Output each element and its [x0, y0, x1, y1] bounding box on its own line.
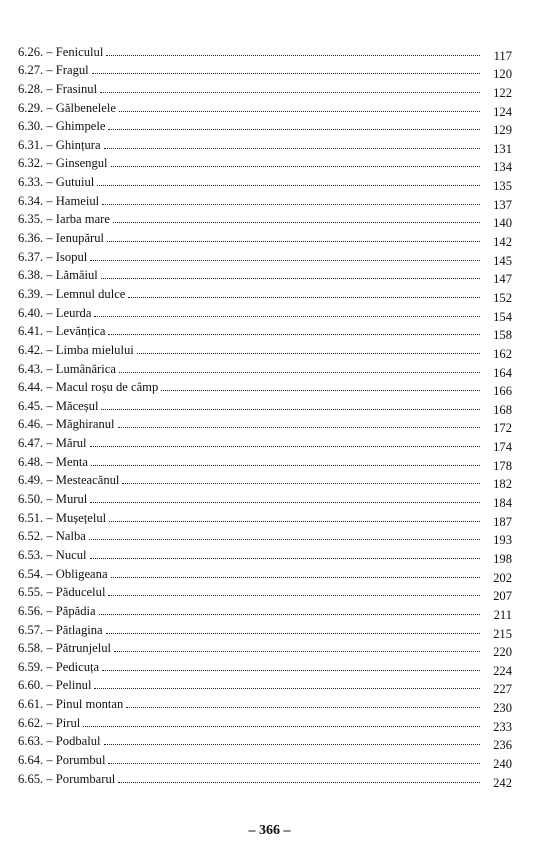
dot-leader: [122, 483, 480, 484]
entry-number: 6.44.: [18, 380, 44, 395]
entry-number: 6.49.: [18, 473, 44, 488]
toc-entry: [18, 599, 512, 622]
dot-leader: [161, 390, 480, 391]
dot-leader: [108, 334, 480, 335]
entry-number: 6.33.: [18, 175, 44, 190]
entry-dash: –: [43, 324, 56, 339]
entry-number: 6.51.: [18, 510, 44, 525]
entry-title: Isopul: [55, 249, 88, 264]
dot-leader: [102, 204, 480, 205]
entry-dash: –: [43, 193, 56, 208]
toc-entry: [18, 115, 512, 138]
entry-dash: –: [43, 44, 56, 59]
dot-leader: [113, 222, 480, 223]
dot-leader: [137, 353, 480, 354]
entry-number: 6.30.: [18, 119, 44, 134]
entry-page-number: 120: [493, 67, 512, 82]
entry-number: 6.58.: [18, 641, 44, 656]
dot-leader: [111, 166, 480, 167]
toc-entry: [18, 525, 512, 548]
entry-page-number: 122: [493, 85, 512, 100]
entry-dash: –: [43, 137, 56, 152]
entry-number: 6.45.: [18, 398, 44, 413]
entry-page-number: 187: [493, 514, 512, 529]
dot-leader: [118, 427, 480, 428]
entry-dash: –: [43, 63, 56, 78]
dot-leader: [108, 129, 480, 130]
entry-number: 6.47.: [18, 436, 44, 451]
entry-dash: –: [43, 622, 56, 637]
entry-page-number: 147: [493, 272, 512, 287]
entry-page-number: 202: [493, 570, 512, 585]
entry-number: 6.34.: [18, 193, 44, 208]
toc-entry: [18, 338, 512, 361]
entry-title: Iarba mare: [55, 212, 110, 227]
entry-title: Limba mielului: [55, 342, 134, 357]
entry-title: Măghiranul: [55, 417, 115, 432]
dot-leader: [118, 782, 480, 783]
toc-entry: [18, 469, 512, 492]
dot-leader: [94, 316, 480, 317]
dot-leader: [106, 633, 480, 634]
entry-title: Macul roșu de câmp: [55, 380, 159, 395]
entry-dash: –: [43, 156, 56, 171]
entry-dash: –: [43, 81, 56, 96]
entry-title: Pedicuța: [55, 659, 100, 674]
dot-leader: [104, 148, 480, 149]
toc-entry: [18, 59, 512, 82]
entry-title: Pinul montan: [55, 697, 124, 712]
entry-page-number: 242: [493, 775, 512, 790]
dot-leader: [90, 502, 480, 503]
entry-title: Măceșul: [55, 398, 99, 413]
entry-title: Ghimpele: [55, 119, 106, 134]
toc-entry: [18, 245, 512, 268]
entry-dash: –: [43, 603, 56, 618]
toc-entry: [18, 264, 512, 287]
toc-entry: [18, 711, 512, 734]
entry-title: Păducelul: [55, 585, 106, 600]
entry-page-number: 207: [493, 589, 512, 604]
toc-entry: [18, 730, 512, 753]
dot-leader: [107, 241, 480, 242]
entry-dash: –: [43, 547, 56, 562]
entry-title: Păpădia: [55, 603, 96, 618]
entry-dash: –: [43, 529, 56, 544]
dot-leader: [114, 651, 480, 652]
entry-number: 6.37.: [18, 249, 44, 264]
entry-page-number: 129: [493, 123, 512, 138]
toc-entry: [18, 96, 512, 119]
toc-entry: [18, 189, 512, 212]
entry-dash: –: [43, 417, 56, 432]
entry-page-number: 198: [493, 551, 512, 566]
entry-title: Podbalul: [55, 734, 101, 749]
entry-title: Pătlagina: [55, 622, 103, 637]
entry-dash: –: [43, 697, 56, 712]
entry-number: 6.40.: [18, 305, 44, 320]
entry-dash: –: [43, 659, 56, 674]
entry-dash: –: [43, 305, 56, 320]
toc-entry: [18, 40, 512, 63]
entry-number: 6.53.: [18, 547, 44, 562]
entry-dash: –: [43, 436, 56, 451]
entry-dash: –: [43, 380, 56, 395]
entry-number: 6.52.: [18, 529, 44, 544]
entry-page-number: 233: [493, 719, 512, 734]
entry-number: 6.39.: [18, 286, 44, 301]
dot-leader: [101, 409, 480, 410]
entry-title: Lumânărica: [55, 361, 116, 376]
entry-page-number: 230: [493, 701, 512, 716]
dot-leader: [94, 688, 480, 689]
entry-page-number: 152: [493, 290, 512, 305]
entry-number: 6.56.: [18, 603, 44, 618]
entry-title: Porumbarul: [55, 771, 116, 786]
toc-entry: [18, 357, 512, 380]
entry-title: Pelinul: [55, 678, 92, 693]
toc-entry: [18, 506, 512, 529]
entry-dash: –: [43, 100, 56, 115]
entry-title: Frasinul: [55, 81, 98, 96]
entry-page-number: 172: [493, 421, 512, 436]
page-number: – 366 –: [248, 823, 291, 838]
dot-leader: [90, 446, 480, 447]
entry-page-number: 240: [493, 756, 512, 771]
entry-page-number: 135: [493, 179, 512, 194]
dot-leader: [99, 614, 480, 615]
entry-page-number: 224: [493, 663, 512, 678]
entry-number: 6.27.: [18, 63, 44, 78]
dot-leader: [83, 726, 480, 727]
entry-number: 6.43.: [18, 361, 44, 376]
entry-dash: –: [43, 361, 56, 376]
entry-number: 6.46.: [18, 417, 44, 432]
dot-leader: [97, 185, 480, 186]
entry-title: Nucul: [55, 547, 87, 562]
entry-title: Leurda: [55, 305, 92, 320]
entry-page-number: 117: [493, 48, 512, 63]
entry-title: Nalba: [55, 529, 86, 544]
entry-page-number: 215: [493, 626, 512, 641]
entry-page-number: 134: [493, 160, 512, 175]
entry-page-number: 154: [493, 309, 512, 324]
entry-number: 6.32.: [18, 156, 44, 171]
entry-title: Hameiul: [55, 193, 100, 208]
entry-page-number: 193: [493, 533, 512, 548]
entry-page-number: 158: [493, 328, 512, 343]
dot-leader: [108, 595, 480, 596]
entry-title: Pătrunjelul: [55, 641, 112, 656]
entry-number: 6.48.: [18, 454, 44, 469]
entry-dash: –: [43, 249, 56, 264]
entry-number: 6.35.: [18, 212, 44, 227]
entry-page-number: 220: [493, 645, 512, 660]
entry-number: 6.38.: [18, 268, 44, 283]
toc-entry: [18, 152, 512, 175]
dot-leader: [101, 278, 480, 279]
entry-page-number: 236: [493, 738, 512, 753]
entry-title: Lămâiul: [55, 268, 98, 283]
entry-number: 6.54.: [18, 566, 44, 581]
entry-number: 6.26.: [18, 44, 44, 59]
entry-number: 6.61.: [18, 697, 44, 712]
dot-leader: [126, 707, 480, 708]
entry-title: Gutuiul: [55, 175, 95, 190]
entry-number: 6.59.: [18, 659, 44, 674]
entry-title: Ienupărul: [55, 231, 105, 246]
entry-page-number: 182: [493, 477, 512, 492]
toc-entry: [18, 543, 512, 566]
entry-page-number: 137: [493, 197, 512, 212]
entry-page-number: 168: [493, 402, 512, 417]
entry-dash: –: [43, 454, 56, 469]
toc-entry: [18, 692, 512, 716]
entry-page-number: 184: [493, 496, 512, 511]
toc-entry: [18, 431, 512, 455]
entry-dash: –: [43, 119, 56, 134]
dot-leader: [90, 260, 480, 261]
entry-page-number: 142: [493, 235, 512, 250]
entry-page-number: 162: [493, 346, 512, 361]
entry-dash: –: [43, 473, 56, 488]
dot-leader: [109, 521, 480, 522]
entry-dash: –: [43, 212, 56, 227]
entry-number: 6.29.: [18, 100, 44, 115]
toc-entry: [18, 320, 512, 343]
toc-entry: [18, 618, 512, 641]
entry-title: Mărul: [55, 436, 87, 451]
entry-dash: –: [43, 566, 56, 581]
entry-dash: –: [43, 734, 56, 749]
toc-entry: [18, 376, 512, 399]
entry-number: 6.28.: [18, 81, 44, 96]
dot-leader: [108, 763, 480, 764]
entry-page-number: 164: [493, 365, 512, 380]
dot-leader: [91, 465, 480, 466]
entry-title: Feniculul: [55, 44, 104, 59]
entry-dash: –: [43, 231, 56, 246]
toc-entry: [18, 655, 512, 678]
toc-entry: [18, 487, 512, 511]
entry-dash: –: [43, 492, 56, 507]
entry-page-number: 211: [493, 607, 512, 622]
toc-entry: [18, 301, 512, 324]
toc-entry: [18, 748, 512, 771]
entry-dash: –: [43, 175, 56, 190]
entry-page-number: 124: [493, 104, 512, 119]
entry-dash: –: [43, 678, 56, 693]
entry-number: 6.55.: [18, 585, 44, 600]
entry-title: Mușețelul: [55, 510, 107, 525]
toc-entry: [18, 413, 512, 436]
dot-leader: [119, 111, 480, 112]
entry-dash: –: [43, 752, 56, 767]
entry-number: 6.36.: [18, 231, 44, 246]
entry-title: Porumbul: [55, 752, 106, 767]
toc-entry: [18, 637, 512, 660]
toc-entry: [18, 282, 512, 305]
toc-entry: [18, 767, 512, 790]
dot-leader: [111, 577, 480, 578]
entry-title: Levănțica: [55, 324, 106, 339]
entry-dash: –: [43, 286, 56, 301]
entry-title: Lemnul dulce: [55, 286, 126, 301]
entry-dash: –: [43, 342, 56, 357]
entry-dash: –: [43, 398, 56, 413]
entry-page-number: 174: [493, 440, 512, 455]
entry-dash: –: [43, 771, 56, 786]
entry-title: Fragul: [55, 63, 89, 78]
entry-title: Murul: [55, 492, 88, 507]
dot-leader: [92, 73, 480, 74]
entry-number: 6.50.: [18, 492, 44, 507]
entry-title: Mesteacănul: [55, 473, 120, 488]
dot-leader: [89, 539, 480, 540]
toc-entry: [18, 226, 512, 250]
entry-title: Obligeana: [55, 566, 108, 581]
entry-dash: –: [43, 510, 56, 525]
entry-number: 6.65.: [18, 771, 44, 786]
toc-entry: [18, 674, 512, 697]
entry-page-number: 131: [493, 141, 512, 156]
entry-title: Menta: [55, 454, 88, 469]
toc-entry: [18, 394, 512, 417]
entry-page-number: 166: [493, 384, 512, 399]
entry-number: 6.42.: [18, 342, 44, 357]
entry-number: 6.57.: [18, 622, 44, 637]
entry-dash: –: [43, 585, 56, 600]
entry-title: Pirul: [55, 715, 81, 730]
entry-page-number: 227: [493, 682, 512, 697]
entry-dash: –: [43, 641, 56, 656]
entry-page-number: 178: [493, 458, 512, 473]
dot-leader: [106, 55, 480, 56]
entry-number: 6.64.: [18, 752, 44, 767]
dot-leader: [90, 558, 480, 559]
table-of-contents: [18, 40, 512, 790]
dot-leader: [104, 744, 480, 745]
toc-entry: [18, 133, 512, 156]
toc-entry: [18, 208, 512, 231]
entry-title: Ghințura: [55, 137, 101, 152]
entry-number: 6.60.: [18, 678, 44, 693]
toc-entry: [18, 581, 512, 604]
entry-number: 6.41.: [18, 324, 44, 339]
dot-leader: [102, 670, 480, 671]
entry-title: Ginsengul: [55, 156, 108, 171]
entry-title: Gălbenelele: [55, 100, 116, 115]
toc-entry: [18, 450, 512, 473]
entry-number: 6.63.: [18, 734, 44, 749]
entry-number: 6.62.: [18, 715, 44, 730]
entry-dash: –: [43, 268, 56, 283]
dot-leader: [100, 92, 480, 93]
entry-page-number: 145: [493, 253, 512, 268]
toc-entry: [18, 77, 512, 100]
toc-entry: [18, 562, 512, 585]
entry-number: 6.31.: [18, 137, 44, 152]
entry-dash: –: [43, 715, 56, 730]
entry-page-number: 140: [493, 216, 512, 231]
dot-leader: [119, 372, 480, 373]
toc-entry: [18, 170, 512, 194]
dot-leader: [128, 297, 480, 298]
